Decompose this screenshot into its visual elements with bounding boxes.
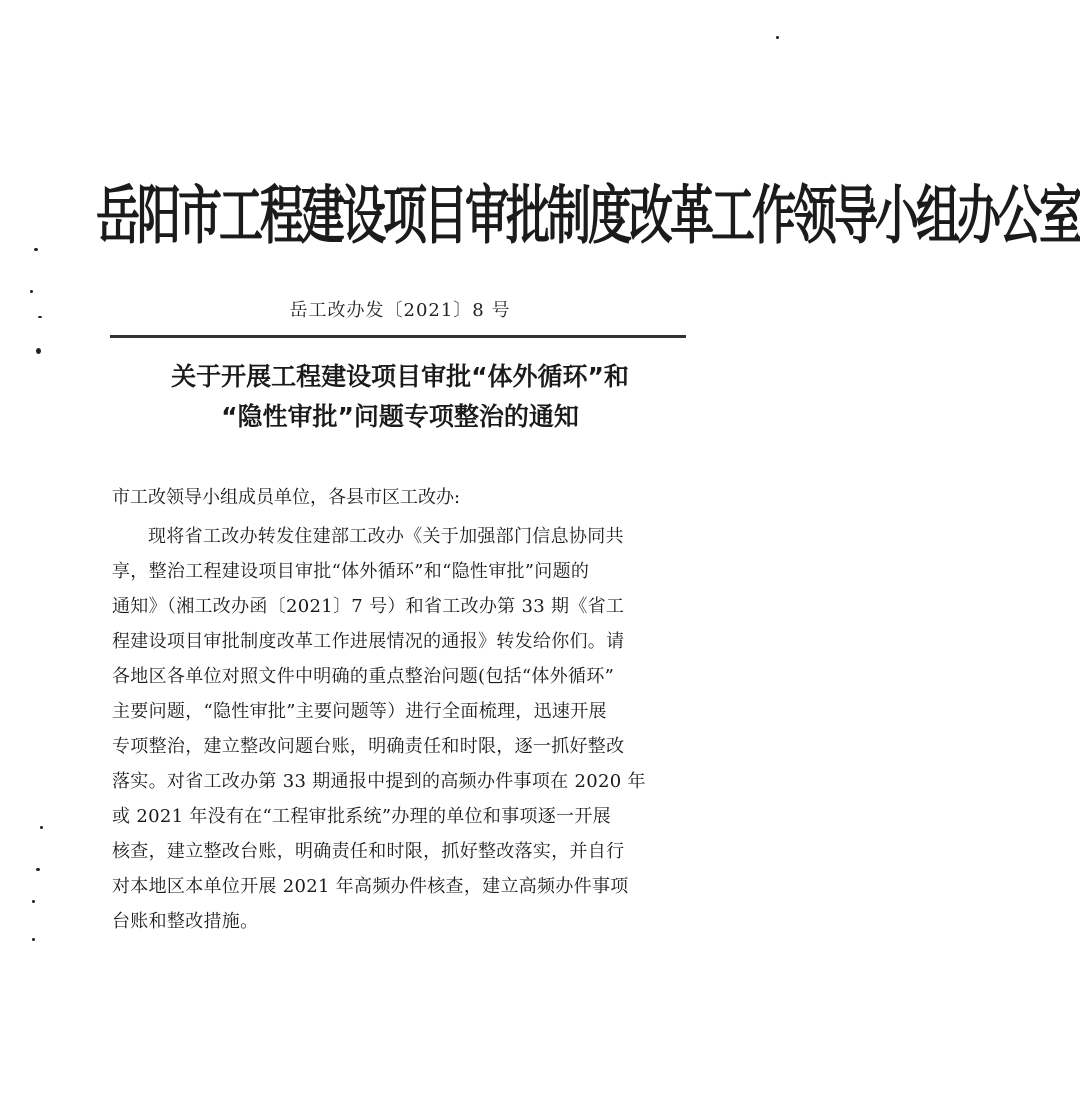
body-line: 台账和整改措施。 xyxy=(112,911,259,932)
scan-speck xyxy=(30,290,33,293)
scan-speck xyxy=(36,868,40,871)
scan-speck xyxy=(36,348,41,354)
scan-speck xyxy=(32,938,35,941)
title-line: 关于开展工程建设项目审批“体外循环”和 xyxy=(171,362,629,391)
issuing-organization-header: 岳阳市工程建设项目审批制度改革工作领导小组办公室 xyxy=(96,179,1080,254)
body-line: 各地区各单位对照文件中明确的重点整治问题(包括“体外循环” xyxy=(112,666,615,687)
scan-speck xyxy=(34,248,38,251)
body-line: 专项整治，建立整改问题台账，明确责任和时限，逐一抓好整改 xyxy=(112,736,625,757)
salutation: 市工改领导小组成员单位，各县市区工改办: xyxy=(112,487,461,508)
body-paragraph xyxy=(112,519,682,939)
document-title xyxy=(80,357,720,437)
title-line: “隐性审批”问题专项整治的通知 xyxy=(221,402,579,431)
body-line: 或 2021 年没有在“工程审批系统”办理的单位和事项逐一开展 xyxy=(112,806,611,827)
body-line: 享，整治工程建设项目审批“体外循环”和“隐性审批”问题的 xyxy=(112,561,590,582)
scan-speck xyxy=(32,900,35,903)
document-number: 岳工改办发〔2021〕8 号 xyxy=(289,300,511,321)
body-line: 现将省工改办转发住建部工改办《关于加强部门信息协同共 xyxy=(148,526,624,547)
body-line: 核查，建立整改台账，明确责任和时限，抓好整改落实，并自行 xyxy=(112,841,625,862)
body-line: 通知》（湘工改办函〔2021〕7 号）和省工改办第 33 期《省工 xyxy=(112,596,625,617)
scan-speck xyxy=(776,36,779,39)
scan-speck xyxy=(40,826,43,829)
body-line: 主要问题，“隐性审批”主要问题等）进行全面梳理，迅速开展 xyxy=(112,701,607,722)
body-line: 落实。对省工改办第 33 期通报中提到的高频办件事项在 2020 年 xyxy=(112,771,646,792)
body-line: 对本地区本单位开展 2021 年高频办件核查，建立高频办件事项 xyxy=(112,876,629,897)
body-line: 程建设项目审批制度改革工作进展情况的通报》转发给你们。请 xyxy=(112,631,625,652)
header-divider-line xyxy=(110,335,686,338)
